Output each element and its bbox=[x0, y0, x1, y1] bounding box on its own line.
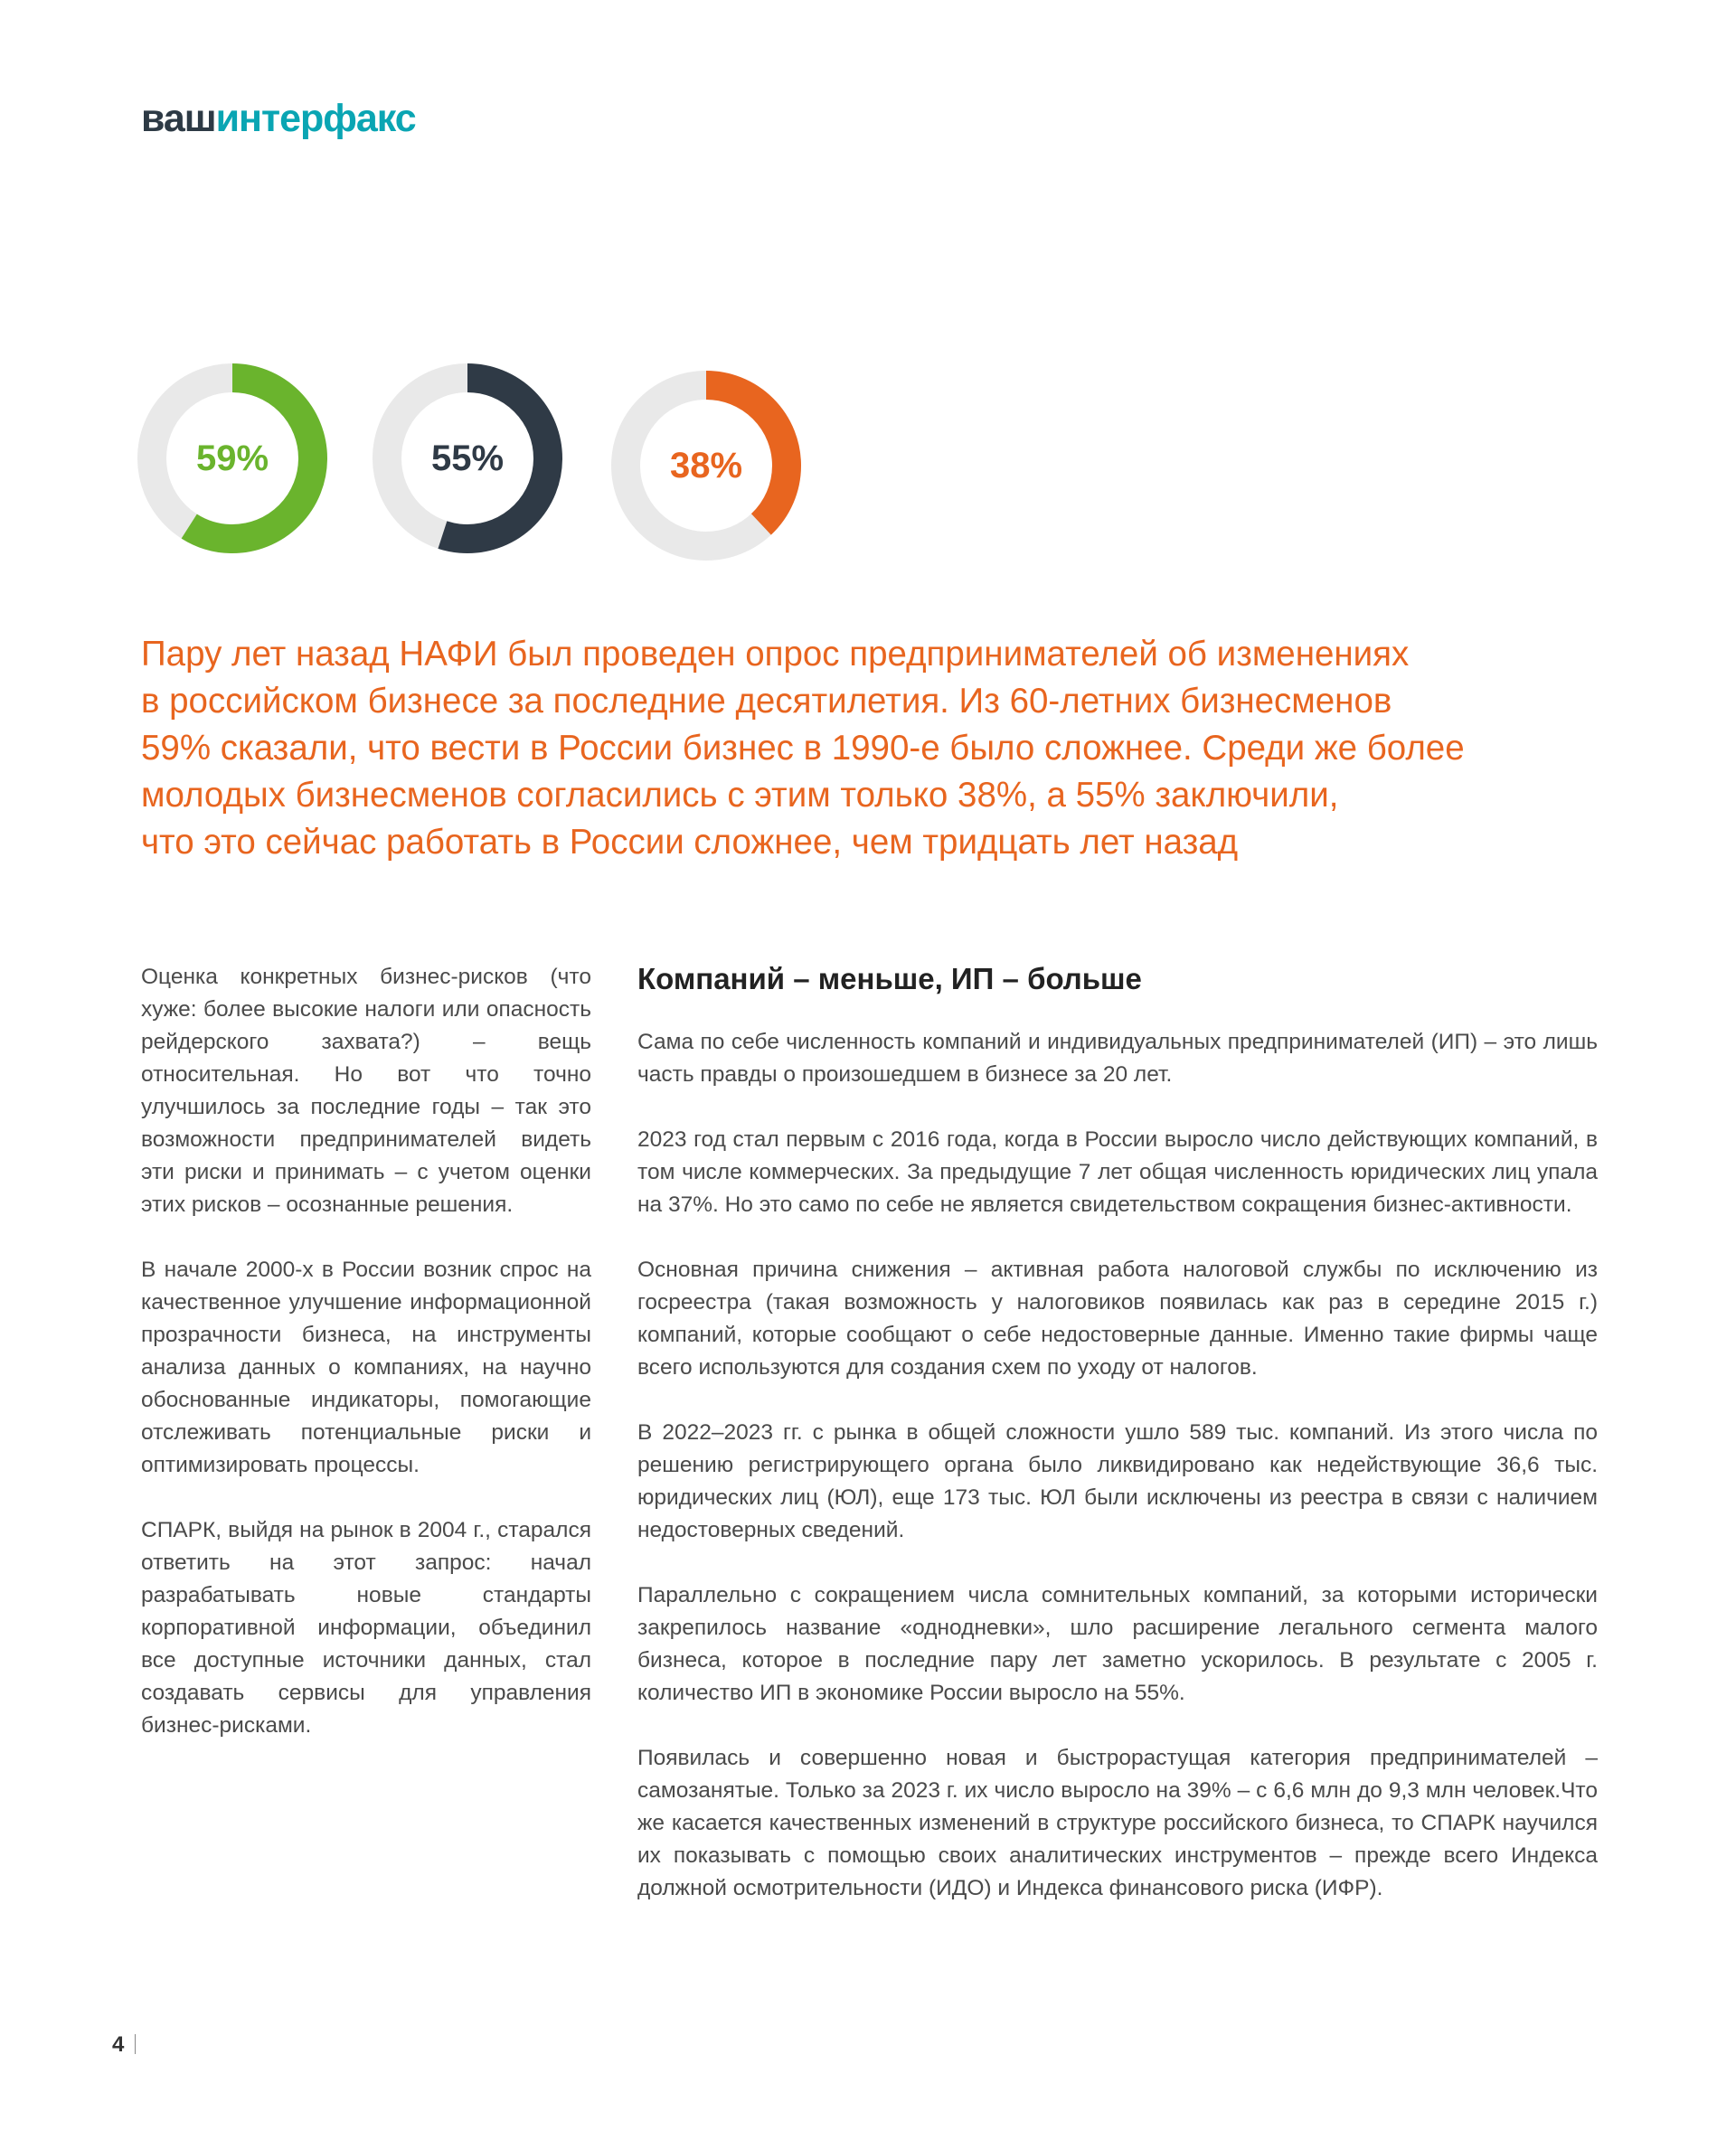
left-paragraph: СПАРК, выйдя на рынок в 2004 г., старался ответить на этот запрос: начал разрабатывать новые стандарты корпоративной информации, объединил все доступные источники данных, стал создавать сервисы для управления бизнес-рисками. bbox=[141, 1518, 591, 1738]
right-paragraph: Появилась и совершенно новая и быстрорастущая категория предпринимателей – самозанятые. Только за 2023 г. их число выросло на 39% – с 6,6 млн до 9,3 млн человек.Что же касается качественных изменений в структуре российского бизнеса, то СПАРК научился их показывать с помощью своих аналитических инструментов – прежде всего Индекса должной осмотрительности (ИДО) и Индекса финансового риска (ИФР). bbox=[637, 1746, 1598, 1900]
right-paragraph: Сама по себе численность компаний и индивидуальных предпринимателей (ИП) – это лишь часть правды о произошедшем в бизнесе за 20 лет. bbox=[637, 1030, 1598, 1087]
logo-part-interfax: интерфакс bbox=[215, 97, 416, 140]
lead-line: что это сейчас работать в России сложнее, чем тридцать лет назад bbox=[141, 823, 1239, 862]
donut-chart-59 bbox=[137, 363, 327, 553]
footer-divider bbox=[135, 2034, 136, 2054]
left-column bbox=[141, 961, 591, 1775]
page-number: 4 bbox=[112, 2032, 125, 2057]
right-paragraph: В 2022–2023 гг. с рынка в общей сложности ушло 589 тыс. компаний. Из этого числа по решению регистрирующего органа было ликвидировано как недействующие 36,6 тыс. юридических лиц (ЮЛ), еще 173 тыс. ЮЛ были исключены из реестра в связи с наличием недостоверных сведений. bbox=[637, 1420, 1598, 1542]
right-paragraph: Параллельно с сокращением числа сомнительных компаний, за которыми исторически закрепилось название «однодневки», шло расширение легального сегмента малого бизнеса, которое в последние пару лет заметно ускорилось. В результате с 2005 г. количество ИП в экономике России выросло на 55%. bbox=[637, 1583, 1598, 1705]
donut-chart-55 bbox=[373, 363, 562, 553]
logo-part-vash: ваш bbox=[141, 97, 216, 140]
left-paragraph: Оценка конкретных бизнес-рисков (что хуже: более высокие налоги или опасность рейдерского захвата?) – вещь относительная. Но вот что точно улучшилось за последние годы – так это возможности предпринимателей видеть эти риски и принимать – с учетом оценки этих рисков – осознанные решения. bbox=[141, 965, 591, 1217]
brand-logo bbox=[141, 99, 416, 138]
donut-chart-38 bbox=[611, 371, 801, 561]
donut-label: 59% bbox=[195, 438, 269, 478]
right-column bbox=[637, 961, 1598, 1937]
donut-label: 38% bbox=[669, 445, 743, 485]
left-paragraph: В начале 2000-х в России возник спрос на качественное улучшение информационной прозрачности бизнеса, на инструменты анализа данных о компаниях, на научно обоснованные индикаторы, помогающие отслеживать потенциальные риски и оптимизировать процессы. bbox=[141, 1258, 591, 1477]
lead-quote bbox=[141, 631, 1606, 866]
lead-line: молодых бизнесменов согласились с этим только 38%, а 55% заключили, bbox=[141, 776, 1339, 815]
right-paragraph: Основная причина снижения – активная работа налоговой службы по исключению из госреестра (такая возможность у налоговиков появилась как раз в середине 2015 г.) компаний, которые сообщают о себе недостоверные данные. Именно такие фирмы чаще всего используются для создания схем по уходу от налогов. bbox=[637, 1258, 1598, 1380]
section-heading: Компаний – меньше, ИП – больше bbox=[637, 962, 1142, 995]
right-paragraph: 2023 год стал первым с 2016 года, когда в России выросло число действующих компаний, в том числе коммерческих. За предыдущие 7 лет общая численность юридических лиц упала на 37%. Но это само по себе не является свидетельством сокращения бизнес-активности. bbox=[637, 1127, 1598, 1217]
lead-line: в российском бизнесе за последние десятилетия. Из 60-летних бизнесменов bbox=[141, 682, 1392, 721]
page-footer bbox=[112, 2034, 136, 2056]
donut-label: 55% bbox=[430, 438, 505, 478]
lead-line: Пару лет назад НАФИ был проведен опрос предпринимателей об изменениях bbox=[141, 635, 1410, 674]
lead-line: 59% сказали, что вести в России бизнес в 1990-е было сложнее. Среди же более bbox=[141, 729, 1465, 768]
